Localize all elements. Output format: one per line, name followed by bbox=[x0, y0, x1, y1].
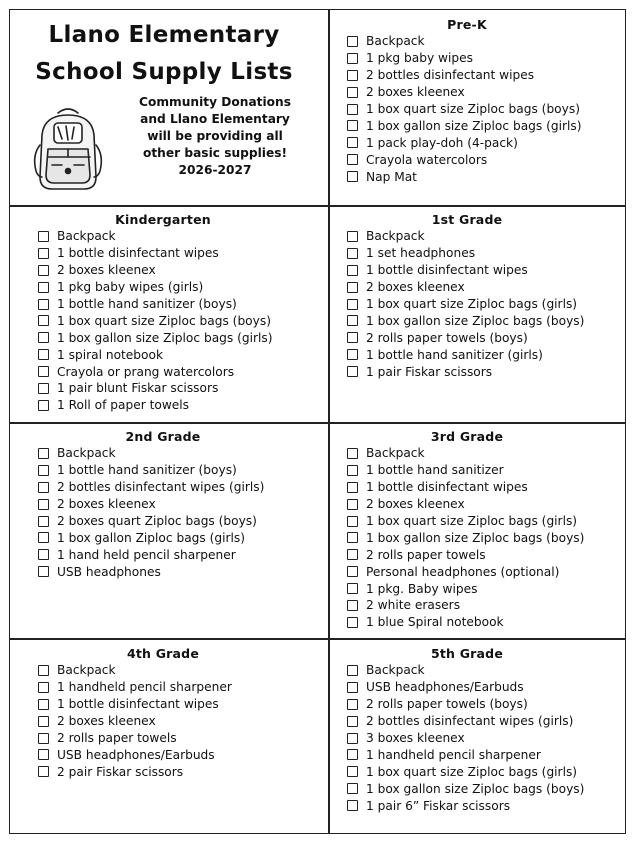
item-label: 1 bottle hand sanitizer bbox=[366, 463, 504, 478]
list-5th-grade bbox=[347, 646, 623, 814]
list-title: Pre-K bbox=[447, 17, 487, 32]
item-label: 1 box gallon size Ziploc bags (boys) bbox=[366, 313, 585, 328]
item-label: 1 pkg. Baby wipes bbox=[366, 581, 478, 596]
list-item bbox=[347, 529, 623, 546]
list-item bbox=[347, 546, 623, 563]
item-label: 2 boxes kleenex bbox=[57, 263, 156, 278]
checkbox[interactable] bbox=[347, 248, 358, 259]
item-label: 2 rolls paper towels (boys) bbox=[366, 330, 528, 345]
list-item bbox=[38, 563, 323, 580]
list-title: 3rd Grade bbox=[430, 429, 504, 444]
checkbox[interactable] bbox=[38, 566, 49, 577]
checkbox[interactable] bbox=[347, 104, 358, 115]
checkbox[interactable] bbox=[38, 265, 49, 276]
item-label: Backpack bbox=[57, 663, 116, 678]
list-item bbox=[347, 513, 623, 530]
row-divider bbox=[10, 638, 625, 640]
list-item bbox=[347, 713, 623, 730]
checkbox[interactable] bbox=[347, 448, 358, 459]
checkbox[interactable] bbox=[347, 600, 358, 611]
list-item bbox=[38, 479, 323, 496]
note-line: other basic supplies! bbox=[142, 146, 288, 160]
checkbox[interactable] bbox=[347, 349, 358, 360]
list-item bbox=[347, 245, 623, 262]
list-1st-grade bbox=[347, 212, 623, 380]
item-label: 1 bottle hand sanitizer (boys) bbox=[57, 463, 237, 478]
list-item bbox=[347, 84, 623, 101]
list-item bbox=[347, 312, 623, 329]
list-item bbox=[347, 296, 623, 313]
list-item bbox=[38, 279, 323, 296]
item-label: 2 boxes kleenex bbox=[57, 497, 156, 512]
checkbox[interactable] bbox=[347, 699, 358, 710]
checklist bbox=[38, 228, 323, 414]
checkbox[interactable] bbox=[347, 171, 358, 182]
item-label: 1 pack play-doh (4-pack) bbox=[366, 135, 518, 150]
list-item bbox=[347, 50, 623, 67]
school-year: 2026-2027 bbox=[178, 163, 252, 177]
checkbox[interactable] bbox=[38, 231, 49, 242]
checkbox[interactable] bbox=[38, 499, 49, 510]
list-item bbox=[347, 279, 623, 296]
checkbox[interactable] bbox=[38, 299, 49, 310]
list-item bbox=[38, 696, 323, 713]
checkbox[interactable] bbox=[347, 766, 358, 777]
item-label: Backpack bbox=[366, 663, 425, 678]
checkbox[interactable] bbox=[347, 315, 358, 326]
list-item bbox=[38, 730, 323, 747]
checkbox[interactable] bbox=[38, 766, 49, 777]
checkbox[interactable] bbox=[38, 400, 49, 411]
checkbox[interactable] bbox=[347, 783, 358, 794]
checkbox[interactable] bbox=[347, 532, 358, 543]
list-item bbox=[347, 730, 623, 747]
item-label: 1 box gallon size Ziploc bags (girls) bbox=[57, 330, 273, 345]
item-label: Personal headphones (optional) bbox=[366, 564, 560, 579]
checkbox[interactable] bbox=[347, 800, 358, 811]
item-label: 1 pkg baby wipes (girls) bbox=[57, 280, 204, 295]
list-2nd-grade bbox=[38, 429, 323, 580]
checkbox[interactable] bbox=[347, 231, 358, 242]
item-label: 2 boxes quart Ziploc bags (boys) bbox=[57, 514, 257, 528]
checkbox[interactable] bbox=[347, 716, 358, 727]
list-item bbox=[347, 363, 623, 380]
item-label: 2 boxes kleenex bbox=[366, 280, 465, 295]
checklist bbox=[38, 662, 323, 780]
backpack-icon bbox=[28, 105, 106, 193]
list-item bbox=[347, 228, 623, 245]
item-label: 2 bottles disinfectant wipes (girls) bbox=[57, 480, 265, 495]
checkbox[interactable] bbox=[38, 448, 49, 459]
checkbox[interactable] bbox=[38, 332, 49, 343]
checkbox[interactable] bbox=[38, 383, 49, 394]
checkbox[interactable] bbox=[347, 120, 358, 131]
item-label: Backpack bbox=[57, 229, 116, 244]
item-label: Backpack bbox=[366, 229, 425, 244]
checkbox[interactable] bbox=[347, 87, 358, 98]
list-item bbox=[347, 462, 623, 479]
list-item bbox=[38, 546, 323, 563]
checkbox[interactable] bbox=[38, 349, 49, 360]
checkbox[interactable] bbox=[347, 516, 358, 527]
list-item bbox=[38, 346, 323, 363]
item-label: Backpack bbox=[57, 446, 116, 461]
checkbox[interactable] bbox=[347, 733, 358, 744]
checkbox[interactable] bbox=[38, 682, 49, 693]
item-label: 1 box quart size Ziploc bags (girls) bbox=[366, 514, 578, 528]
item-label: Crayola watercolors bbox=[366, 152, 488, 167]
list-item bbox=[347, 117, 623, 134]
list-kindergarten bbox=[38, 212, 323, 414]
item-label: 1 pair 6” Fiskar scissors bbox=[366, 798, 511, 813]
list-prek bbox=[347, 17, 623, 185]
item-label: 1 handheld pencil sharpener bbox=[57, 680, 232, 695]
row-divider bbox=[10, 422, 625, 424]
list-item bbox=[347, 445, 623, 462]
note-line: Community Donations bbox=[139, 95, 291, 109]
list-item bbox=[347, 346, 623, 363]
checkbox[interactable] bbox=[347, 36, 358, 47]
checkbox[interactable] bbox=[347, 566, 358, 577]
item-label: 2 white erasers bbox=[366, 598, 461, 613]
list-item bbox=[38, 363, 323, 380]
list-item bbox=[38, 329, 323, 346]
item-label: 1 pair Fiskar scissors bbox=[366, 364, 493, 379]
checkbox[interactable] bbox=[38, 366, 49, 377]
note-line: will be providing all bbox=[147, 129, 283, 143]
item-label: Nap Mat bbox=[366, 169, 417, 184]
checkbox[interactable] bbox=[347, 749, 358, 760]
checkbox[interactable] bbox=[347, 617, 358, 628]
item-label: 1 box quart size Ziploc bags (boys) bbox=[57, 313, 271, 328]
item-label: 1 pair blunt Fiskar scissors bbox=[57, 381, 219, 396]
checkbox[interactable] bbox=[347, 549, 358, 560]
list-3rd-grade bbox=[347, 429, 623, 631]
checkbox[interactable] bbox=[347, 665, 358, 676]
item-label: 2 boxes kleenex bbox=[57, 714, 156, 729]
checkbox[interactable] bbox=[38, 532, 49, 543]
list-item bbox=[38, 380, 323, 397]
checkbox[interactable] bbox=[347, 465, 358, 476]
checkbox[interactable] bbox=[347, 499, 358, 510]
list-item bbox=[38, 296, 323, 313]
checkbox[interactable] bbox=[38, 699, 49, 710]
checkbox[interactable] bbox=[347, 53, 358, 64]
list-item bbox=[38, 228, 323, 245]
item-label: 1 set headphones bbox=[366, 246, 476, 261]
checkbox[interactable] bbox=[347, 70, 358, 81]
item-label: USB headphones/Earbuds bbox=[366, 680, 524, 695]
list-item bbox=[38, 513, 323, 530]
list-item bbox=[38, 245, 323, 262]
checkbox[interactable] bbox=[38, 482, 49, 493]
checkbox[interactable] bbox=[347, 137, 358, 148]
list-title: 2nd Grade bbox=[125, 429, 201, 444]
list-item bbox=[38, 529, 323, 546]
checkbox[interactable] bbox=[38, 665, 49, 676]
list-item bbox=[38, 662, 323, 679]
page-title-line2: School Supply Lists bbox=[35, 59, 293, 85]
list-item bbox=[347, 262, 623, 279]
checkbox[interactable] bbox=[38, 315, 49, 326]
list-item bbox=[347, 168, 623, 185]
list-title: Kindergarten bbox=[115, 212, 211, 227]
checkbox[interactable] bbox=[38, 282, 49, 293]
list-item bbox=[38, 262, 323, 279]
item-label: 1 Roll of paper towels bbox=[57, 398, 190, 413]
list-title: 5th Grade bbox=[430, 646, 503, 661]
item-label: 1 handheld pencil sharpener bbox=[366, 747, 541, 762]
page-title-line1: Llano Elementary bbox=[48, 22, 280, 48]
list-title: 4th Grade bbox=[126, 646, 199, 661]
checkbox[interactable] bbox=[38, 248, 49, 259]
list-item bbox=[38, 496, 323, 513]
item-label: 1 box quart size Ziploc bags (boys) bbox=[366, 102, 580, 116]
supply-list-sheet bbox=[9, 9, 626, 834]
checklist bbox=[347, 33, 623, 185]
list-title: 1st Grade bbox=[431, 212, 503, 227]
checkbox[interactable] bbox=[38, 733, 49, 744]
list-item bbox=[347, 563, 623, 580]
list-item bbox=[38, 679, 323, 696]
item-label: 1 box gallon Ziploc bags (girls) bbox=[57, 530, 245, 545]
list-item bbox=[347, 101, 623, 118]
list-item bbox=[347, 496, 623, 513]
list-4th-grade bbox=[38, 646, 323, 780]
item-label: 1 bottle disinfectant wipes bbox=[366, 263, 528, 278]
item-label: 1 pkg baby wipes bbox=[366, 51, 473, 66]
list-item bbox=[38, 397, 323, 414]
item-label: 2 bottles disinfectant wipes bbox=[366, 68, 535, 83]
list-item bbox=[347, 797, 623, 814]
item-label: 2 boxes kleenex bbox=[366, 497, 465, 512]
list-item bbox=[347, 580, 623, 597]
list-item bbox=[347, 696, 623, 713]
checkbox[interactable] bbox=[347, 299, 358, 310]
list-item bbox=[347, 329, 623, 346]
item-label: 1 spiral notebook bbox=[57, 347, 164, 362]
list-item bbox=[347, 662, 623, 679]
checkbox[interactable] bbox=[38, 516, 49, 527]
checkbox[interactable] bbox=[38, 549, 49, 560]
item-label: 1 bottle hand sanitizer (boys) bbox=[57, 297, 237, 311]
item-label: 1 box quart size Ziploc bags (girls) bbox=[366, 297, 578, 311]
checkbox[interactable] bbox=[347, 265, 358, 276]
list-item bbox=[347, 67, 623, 84]
item-label: USB headphones/Earbuds bbox=[57, 747, 215, 762]
note-line: and Llano Elementary bbox=[140, 112, 290, 126]
list-item bbox=[347, 597, 623, 614]
checkbox[interactable] bbox=[38, 716, 49, 727]
item-label: 1 blue Spiral notebook bbox=[366, 615, 504, 630]
item-label: USB headphones bbox=[57, 564, 161, 579]
list-item bbox=[347, 679, 623, 696]
list-item bbox=[38, 312, 323, 329]
item-label: 2 pair Fiskar scissors bbox=[57, 764, 184, 779]
checkbox[interactable] bbox=[347, 583, 358, 594]
list-item bbox=[347, 746, 623, 763]
item-label: Backpack bbox=[366, 446, 425, 461]
list-item bbox=[347, 780, 623, 797]
row-divider bbox=[10, 205, 625, 207]
checkbox[interactable] bbox=[347, 366, 358, 377]
item-label: 1 bottle hand sanitizer (girls) bbox=[366, 347, 543, 362]
item-label: 1 box gallon size Ziploc bags (boys) bbox=[366, 781, 585, 796]
item-label: 2 rolls paper towels bbox=[57, 731, 177, 745]
checkbox[interactable] bbox=[347, 282, 358, 293]
list-item bbox=[347, 151, 623, 168]
list-item bbox=[347, 33, 623, 50]
list-item bbox=[347, 614, 623, 631]
list-item bbox=[38, 462, 323, 479]
item-label: 3 boxes kleenex bbox=[366, 731, 465, 745]
item-label: 1 bottle disinfectant wipes bbox=[57, 697, 219, 712]
checklist bbox=[347, 662, 623, 814]
checkbox[interactable] bbox=[347, 482, 358, 493]
item-label: 2 bottles disinfectant wipes (girls) bbox=[366, 714, 574, 729]
list-item bbox=[347, 479, 623, 496]
header-panel bbox=[10, 10, 328, 205]
item-label: Backpack bbox=[366, 34, 425, 49]
list-item bbox=[38, 763, 323, 780]
list-item bbox=[38, 445, 323, 462]
item-label: 2 rolls paper towels (boys) bbox=[366, 697, 528, 712]
checkbox[interactable] bbox=[347, 332, 358, 343]
checklist bbox=[347, 228, 623, 380]
item-label: 2 rolls paper towels bbox=[366, 547, 486, 562]
item-label: 1 bottle disinfectant wipes bbox=[57, 246, 219, 261]
checkbox[interactable] bbox=[347, 154, 358, 165]
list-item bbox=[347, 134, 623, 151]
checkbox[interactable] bbox=[347, 682, 358, 693]
item-label: 1 box gallon size Ziploc bags (boys) bbox=[366, 530, 585, 545]
checkbox[interactable] bbox=[38, 749, 49, 760]
item-label: 1 box gallon size Ziploc bags (girls) bbox=[366, 118, 582, 133]
item-label: 1 hand held pencil sharpener bbox=[57, 547, 236, 562]
checkbox[interactable] bbox=[38, 465, 49, 476]
list-item bbox=[38, 746, 323, 763]
checklist bbox=[38, 445, 323, 580]
item-label: 1 bottle disinfectant wipes bbox=[366, 480, 528, 495]
list-item bbox=[38, 713, 323, 730]
item-label: 2 boxes kleenex bbox=[366, 85, 465, 100]
list-item bbox=[347, 763, 623, 780]
checklist bbox=[347, 445, 623, 631]
item-label: 1 box quart size Ziploc bags (girls) bbox=[366, 764, 578, 779]
item-label: Crayola or prang watercolors bbox=[57, 364, 235, 379]
